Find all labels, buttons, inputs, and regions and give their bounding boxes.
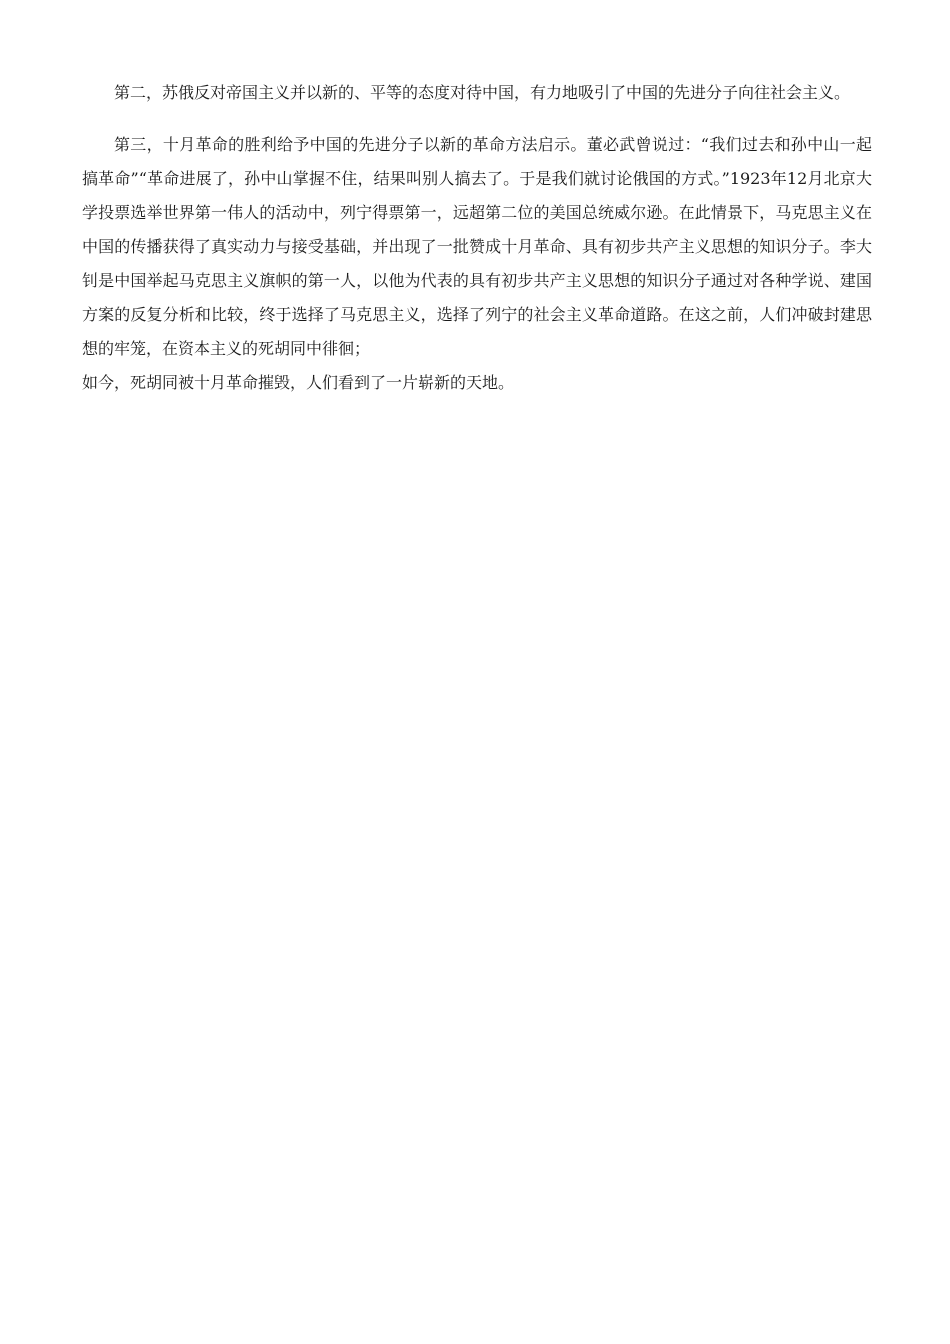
paragraph-conclusion: 如今，死胡同被十月革命摧毁，人们看到了一片崭新的天地。 xyxy=(82,373,515,392)
document-body xyxy=(82,76,872,400)
paragraph-third-point: 第三，十月革命的胜利给予中国的先进分子以新的革命方法启示。董必武曾说过：“我们过去和孙中山一起搞革命”“革命进展了，孙中山掌握不住，结果叫别人搞去了。于是我们就讨论俄国的方式。”1923年12月北京大学投票选举世界第一伟人的活动中，列宁得票第一，远超第二位的美国总统威尔逊。在此情景下，马克思主义在中国的传播获得了真实动力与接受基础，并出现了一批赞成十月革命、具有初步共产主义思想的知识分子。李大钊是中国举起马克思主义旗帜的第一人，以他为代表的具有初步共产主义思想的知识分子通过对各种学说、建国方案的反复分析和比较，终于选择了马克思主义，选择了列宁的社会主义革命道路。在这之前，人们冲破封建思想的牢笼，在资本主义的死胡同中徘徊； xyxy=(82,135,872,358)
paragraph-second-point: 第二，苏俄反对帝国主义并以新的、平等的态度对待中国，有力地吸引了中国的先进分子向往社会主义。 xyxy=(114,83,851,102)
